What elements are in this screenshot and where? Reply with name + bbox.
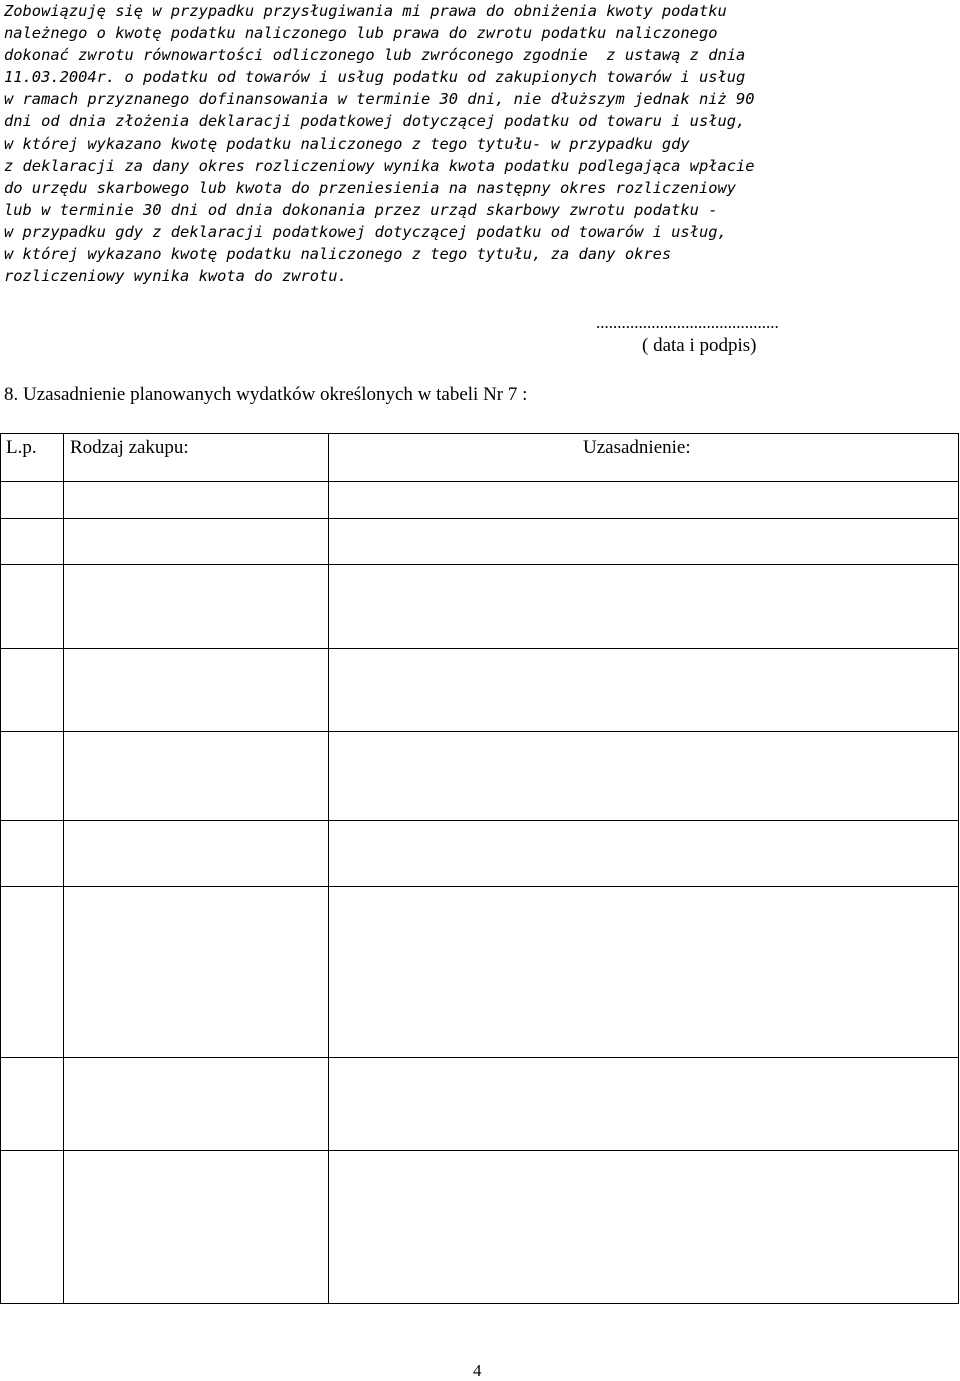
signature-label: ( data i podpis)	[642, 335, 757, 356]
column-header-lp: L.p.	[6, 437, 37, 458]
page-number: 4	[473, 1361, 482, 1380]
paragraph-line: w ramach przyznanego dofinansowania w terminie 30 dni, nie dłuższym jednak niż 90	[4, 90, 755, 109]
paragraph-line: dni od dnia złożenia deklaracji podatkowej dotyczącej podatku od towaru i usług,	[4, 112, 746, 131]
paragraph-line: Zobowiązuję się w przypadku przysługiwania mi prawa do obniżenia kwoty podatku	[4, 2, 727, 20]
paragraph-line: 11.03.2004r. o podatku od towarów i usług podatku od zakupionych towarów i usług	[4, 68, 746, 87]
signature-dotted-line: ...........................................	[596, 313, 779, 332]
paragraph-line: w której wykazano kwotę podatku naliczonego z tego tytułu- w przypadku gdy	[4, 134, 690, 153]
header-row-divider	[1, 481, 958, 482]
paragraph-line: rozliczeniowy wynika kwota do zwrotu.	[4, 267, 347, 286]
paragraph-line: do urzędu skarbowego lub kwota do przeniesienia na następny okres rozliczeniowy	[4, 178, 737, 197]
row-divider	[1, 1150, 958, 1151]
row-divider	[1, 564, 958, 565]
row-divider	[1, 731, 958, 732]
paragraph-line: należnego o kwotę podatku naliczonego lub prawa do zwrotu podatku naliczonego	[4, 24, 718, 43]
row-divider	[1, 518, 958, 519]
section-heading: 8. Uzasadnienie planowanych wydatków określonych w tabeli Nr 7 :	[4, 384, 528, 405]
paragraph-line: lub w terminie 30 dni od dnia dokonania przez urząd skarbowy zwrotu podatku -	[4, 200, 718, 219]
row-divider	[1, 648, 958, 649]
paragraph-line: w której wykazano kwotę podatku naliczonego z tego tytułu, za dany okres	[4, 245, 672, 264]
commitment-paragraph	[4, 0, 956, 287]
row-divider	[1, 820, 958, 821]
row-divider	[1, 1057, 958, 1058]
paragraph-line: w przypadku gdy z deklaracji podatkowej dotyczącej podatku od towarów i usług,	[4, 222, 727, 241]
column-header-justification: Uzasadnienie:	[583, 437, 691, 458]
paragraph-line: z deklaracji za dany okres rozliczeniowy wynika kwota podatku podlegająca wpłacie	[4, 156, 755, 175]
row-divider	[1, 886, 958, 887]
justification-table	[0, 433, 959, 1304]
paragraph-line: dokonać zwrotu równowartości odliczonego lub zwróconego zgodnie z ustawą z dnia	[4, 46, 746, 65]
column-header-purchase-type: Rodzaj zakupu:	[70, 437, 189, 458]
